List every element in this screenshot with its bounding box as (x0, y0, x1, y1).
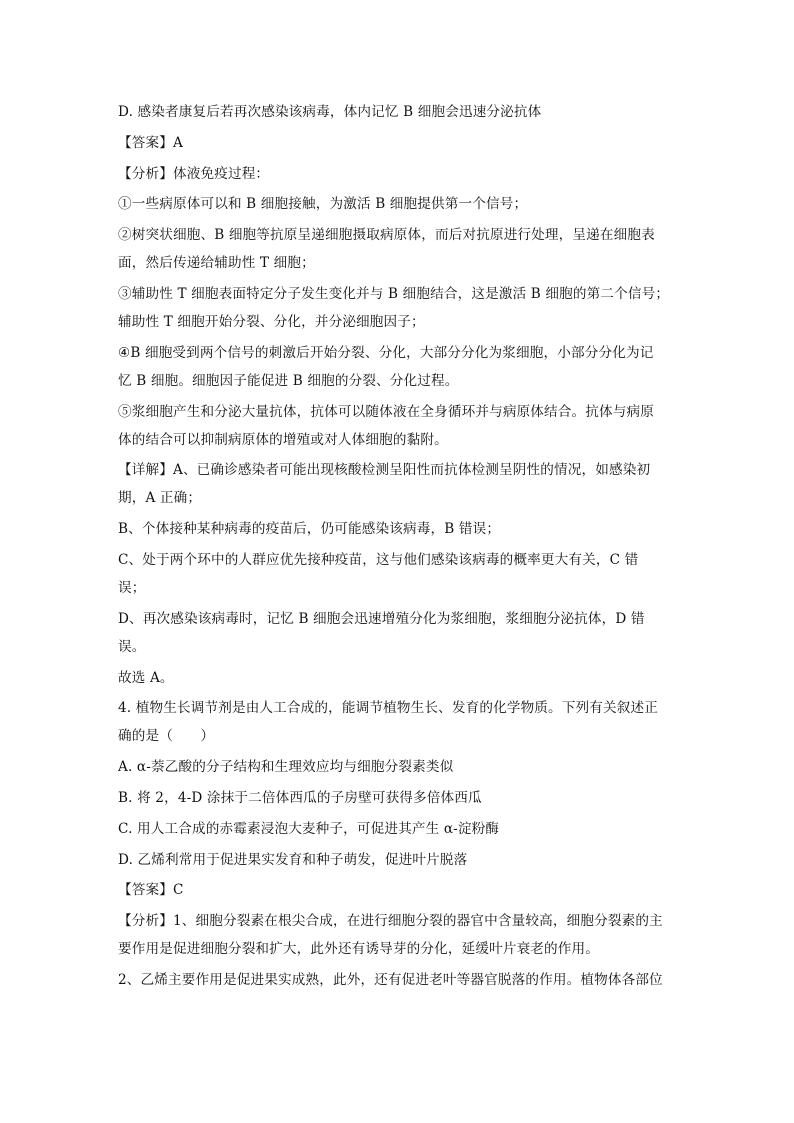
detail-d-cont: 误。 (118, 638, 146, 655)
analysis-1: 【分析】1、细胞分裂素在根尖合成，在进行细胞分裂的器官中含量较高，细胞分裂素的主 (118, 913, 663, 930)
option-c: C. 用人工合成的赤霉素浸泡大麦种子，可促进其产生 α-淀粉酶 (118, 820, 500, 837)
document-page (118, 102, 678, 1001)
analysis-step-4: ④B 细胞受到两个信号的刺激后开始分裂、分化，大部分分化为浆细胞，小部分分化为记 (118, 344, 654, 361)
analysis-step-5: ⑤浆细胞产生和分泌大量抗体，抗体可以随体液在全身循环并与病原体结合。抗体与病原 (118, 403, 655, 420)
option-d-line: D. 感染者康复后若再次感染该病毒，体内记忆 B 细胞会迅速分泌抗体 (118, 104, 542, 120)
option-a: A. α-萘乙酸的分子结构和生理效应均与细胞分裂素类似 (118, 759, 454, 776)
detail-c-cont: 误； (118, 579, 146, 596)
analysis-step-1: ①一些病原体可以和 B 细胞接触，为激活 B 细胞提供第一个信号； (118, 196, 528, 213)
analysis-step-4-cont: 忆 B 细胞。细胞因子能促进 B 细胞的分裂、分化过程。 (118, 372, 459, 389)
analysis-1-cont: 要作用是促进细胞分裂和扩大，此外还有诱导芽的分化，延缓叶片衰老的作用。 (118, 941, 600, 958)
detail-a: 【详解】A、已确诊感染者可能出现核酸检测呈阳性而抗体检测呈阴性的情况，如感染初 (118, 462, 651, 479)
analysis-step-3: ③辅助性 T 细胞表面特定分子发生变化并与 B 细胞结合，这是激活 B 细胞的第二个信号； (118, 285, 670, 302)
analysis-step-5-cont: 体的结合可以抑制病原体的增殖或对人体细胞的黏附。 (118, 431, 448, 448)
detail-b: B、个体接种某种病毒的疫苗后，仍可能感染该病毒，B 错误； (118, 521, 501, 538)
analysis-2: 2、乙烯主要作用是促进果实成熟，此外，还有促进老叶等器官脱落的作用。植物体各部位 (118, 971, 663, 988)
analysis-heading: 【分析】体液免疫过程： (118, 165, 270, 182)
detail-d: D、再次感染该病毒时，记忆 B 细胞会迅速增殖分化为浆细胞，浆细胞分泌抗体，D 错 (118, 610, 645, 627)
detail-a-cont: 期，A 正确； (118, 490, 202, 507)
option-d: D. 乙烯利常用于促进果实发育和种子萌发，促进叶片脱落 (118, 851, 468, 868)
question-4-cont: 确的是（ ） (118, 728, 215, 745)
analysis-step-2-cont: 面，然后传递给辅助性 T 细胞； (118, 255, 315, 272)
question-4: 4. 植物生长调节剂是由人工合成的，能调节植物生长、发育的化学物质。下列有关叙述正 (118, 700, 659, 717)
analysis-step-2: ②树突状细胞、B 细胞等抗原呈递细胞摄取病原体，而后对抗原进行处理，呈递在细胞表 (118, 227, 655, 244)
detail-c: C、处于两个环中的人群应优先接种疫苗，这与他们感染该病毒的概率更大有关，C 错 (118, 551, 639, 568)
answer-line-2: 【答案】C (118, 882, 184, 899)
analysis-step-3-cont: 辅助性 T 细胞开始分裂、分化，并分泌细胞因子； (118, 313, 425, 330)
answer-line: 【答案】A (118, 134, 183, 151)
option-b: B. 将 2，4-D 涂抹于二倍体西瓜的子房壁可获得多倍体西瓜 (118, 789, 482, 806)
choose-line: 故选 A。 (118, 669, 174, 686)
